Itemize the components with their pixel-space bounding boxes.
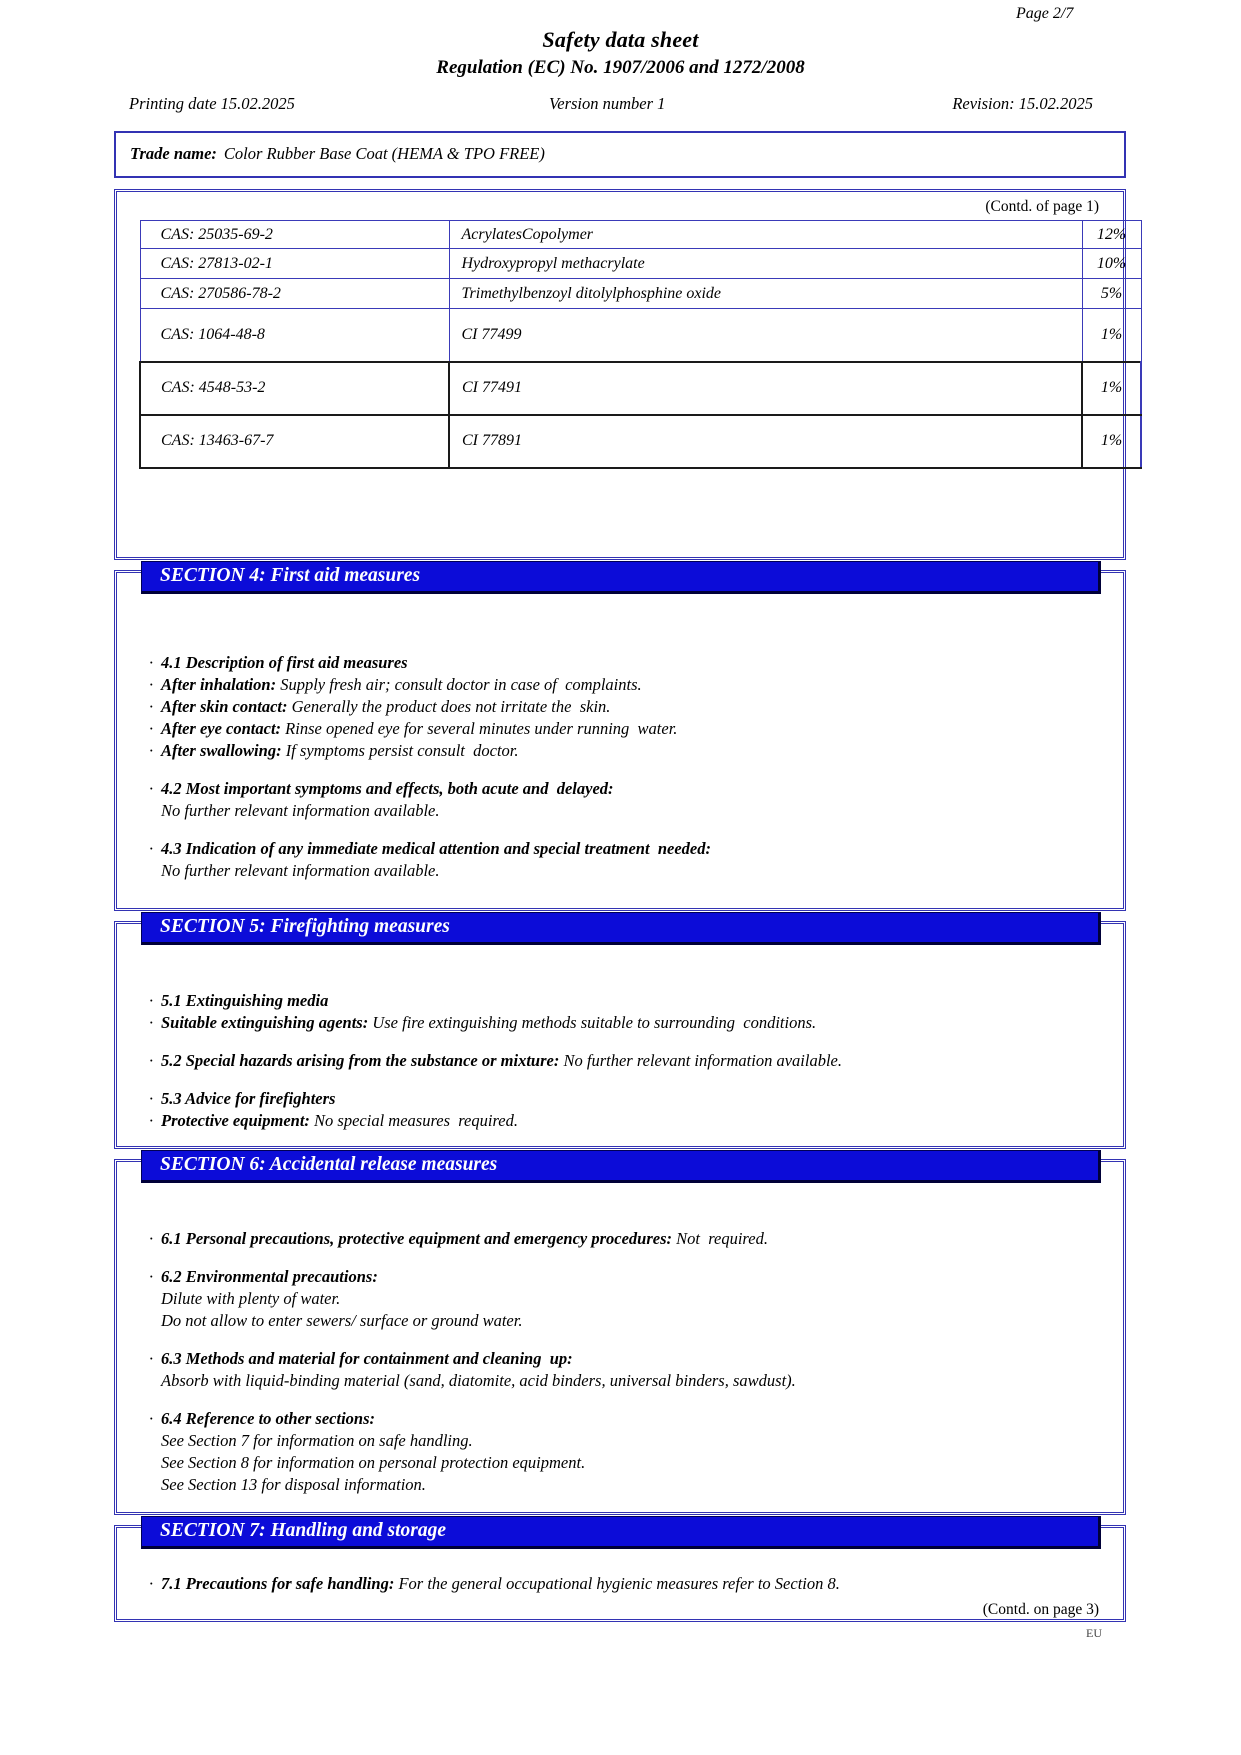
substance-name-cell: CI 77491	[449, 362, 1082, 415]
line-label-bold: Protective equipment:	[161, 1111, 310, 1130]
paragraph-group	[149, 1228, 1083, 1250]
paragraph-group	[149, 1408, 1083, 1496]
text-line	[149, 740, 1083, 762]
line-text: If symptoms persist consult doctor.	[281, 741, 519, 760]
section-box	[114, 1154, 1126, 1515]
line-label-bold: 4.1 Description of first aid measures	[161, 653, 408, 672]
line-text: No further relevant information available.	[161, 861, 440, 880]
text-line	[161, 1370, 1083, 1392]
cas-number-cell: CAS: 13463-67-7	[140, 415, 449, 468]
bullet-dot: ·	[149, 1229, 154, 1248]
text-line	[149, 778, 1083, 800]
paragraph-group	[149, 838, 1083, 882]
ingredient-row	[140, 309, 1141, 362]
text-line	[149, 1408, 1083, 1430]
bullet-dot: ·	[149, 1111, 154, 1130]
line-label-bold: After swallowing:	[161, 741, 282, 760]
trade-name-box	[114, 131, 1126, 178]
percentage-cell: 1%	[1082, 362, 1141, 415]
contd-of-page-note: (Contd. of page 1)	[985, 198, 1099, 215]
text-line	[161, 860, 1083, 882]
bullet-dot: ·	[149, 1051, 154, 1070]
bullet-dot: ·	[149, 697, 154, 716]
ingredient-row	[140, 221, 1141, 249]
paragraph-group	[149, 652, 1083, 762]
text-line	[161, 1310, 1083, 1332]
line-label-bold: 6.2 Environmental precautions:	[161, 1267, 378, 1286]
paragraph-group	[149, 990, 1083, 1034]
line-text: Generally the product does not irritate the skin.	[287, 697, 611, 716]
text-line	[149, 696, 1083, 718]
ingredients-table	[139, 220, 1142, 469]
contd-on-page-note: (Contd. on page 3)	[982, 1601, 1099, 1618]
text-line	[161, 1452, 1083, 1474]
percentage-cell: 10%	[1082, 249, 1141, 279]
line-text: See Section 8 for information on personal protection equipment.	[161, 1453, 586, 1472]
section-body	[117, 1573, 1123, 1601]
line-text: Use fire extinguishing methods suitable to surrounding conditions.	[368, 1013, 817, 1032]
bullet-dot: ·	[149, 719, 154, 738]
trade-name-value: Color Rubber Base Coat (HEMA & TPO FREE)	[223, 144, 545, 163]
paragraph-group	[149, 1266, 1083, 1332]
bullet-dot: ·	[149, 741, 154, 760]
cas-number-cell: CAS: 4548-53-2	[140, 362, 449, 415]
version-number: Version number 1	[549, 94, 666, 113]
line-label-bold: 6.4 Reference to other sections:	[161, 1409, 376, 1428]
text-line	[161, 800, 1083, 822]
text-line	[149, 1012, 1083, 1034]
text-line	[161, 1288, 1083, 1310]
sections-container	[114, 565, 1126, 1622]
line-label-bold: 4.2 Most important symptoms and effects, both acute and delayed:	[161, 779, 614, 798]
line-text: For the general occupational hygienic measures refer to Section 8.	[394, 1574, 840, 1593]
cas-number-cell: CAS: 1064-48-8	[140, 309, 449, 362]
cas-number-cell: CAS: 270586-78-2	[140, 279, 449, 309]
bullet-dot: ·	[149, 653, 154, 672]
paragraph-group	[149, 1088, 1083, 1132]
line-text: Rinse opened eye for several minutes under running water.	[281, 719, 678, 738]
text-line	[149, 1348, 1083, 1370]
section-box	[114, 1520, 1126, 1622]
line-text: No further relevant information available.	[161, 801, 440, 820]
line-label-bold: After skin contact:	[161, 697, 288, 716]
text-line	[149, 838, 1083, 860]
ingredient-row	[140, 415, 1141, 468]
bullet-dot: ·	[149, 675, 154, 694]
cas-number-cell: CAS: 27813-02-1	[140, 249, 449, 279]
document-title: Safety data sheet	[542, 27, 699, 52]
text-line	[149, 990, 1083, 1012]
line-text: See Section 7 for information on safe handling.	[161, 1431, 473, 1450]
bullet-dot: ·	[149, 779, 154, 798]
text-line	[161, 1430, 1083, 1452]
section-header-bar: SECTION 7: Handling and storage	[141, 1516, 1101, 1549]
line-label-bold: After eye contact:	[161, 719, 282, 738]
section-header-bar: SECTION 5: Firefighting measures	[141, 912, 1101, 945]
text-line	[149, 1266, 1083, 1288]
bullet-dot: ·	[149, 1267, 154, 1286]
line-label-bold: 4.3 Indication of any immediate medical attention and special treatment needed:	[161, 839, 711, 858]
paragraph-group	[149, 1573, 1083, 1595]
ingredient-row	[140, 362, 1141, 415]
text-line	[149, 1110, 1083, 1132]
paragraph-group	[149, 778, 1083, 822]
bullet-dot: ·	[149, 1409, 154, 1428]
section-header-bar: SECTION 4: First aid measures	[141, 561, 1101, 594]
substance-name-cell: Hydroxypropyl methacrylate	[449, 249, 1082, 279]
ingredient-row	[140, 249, 1141, 279]
line-text: Supply fresh air; consult doctor in case of complaints.	[276, 675, 642, 694]
printing-date: Printing date 15.02.2025	[129, 94, 295, 113]
substance-name-cell: AcrylatesCopolymer	[449, 221, 1082, 249]
line-text: See Section 13 for disposal information.	[161, 1475, 426, 1494]
percentage-cell: 1%	[1082, 309, 1141, 362]
section-header-bar: SECTION 6: Accidental release measures	[141, 1150, 1101, 1183]
ingredient-row	[140, 279, 1141, 309]
paragraph-group	[149, 1348, 1083, 1392]
line-text: Dilute with plenty of water.	[161, 1289, 341, 1308]
text-line	[149, 1573, 1083, 1595]
line-text: No special measures required.	[309, 1111, 518, 1130]
text-line	[149, 1050, 1083, 1072]
section-body	[117, 652, 1123, 908]
region-label: EU	[1086, 1626, 1102, 1640]
substance-name-cell: CI 77891	[449, 415, 1082, 468]
substance-name-cell: Trimethylbenzoyl ditolylphosphine oxide	[449, 279, 1082, 309]
substance-name-cell: CI 77499	[449, 309, 1082, 362]
line-label-bold: 7.1 Precautions for safe handling:	[161, 1574, 395, 1593]
line-label-bold: 6.1 Personal precautions, protective equipment and emergency procedures:	[161, 1229, 672, 1248]
trade-name-label: Trade name:	[130, 144, 217, 163]
ingredients-box	[114, 189, 1126, 560]
text-line	[149, 674, 1083, 696]
line-text: Do not allow to enter sewers/ surface or ground water.	[161, 1311, 523, 1330]
text-line	[149, 1228, 1083, 1250]
revision-date: Revision: 15.02.2025	[952, 94, 1093, 113]
percentage-cell: 5%	[1082, 279, 1141, 309]
line-label-bold: 6.3 Methods and material for containment and cleaning up:	[161, 1349, 573, 1368]
section-body	[117, 990, 1123, 1146]
text-line	[149, 1088, 1083, 1110]
bullet-dot: ·	[149, 839, 154, 858]
line-label-bold: Suitable extinguishing agents:	[161, 1013, 369, 1032]
line-label-bold: After inhalation:	[161, 675, 277, 694]
line-label-bold: 5.2 Special hazards arising from the substance or mixture:	[161, 1051, 560, 1070]
paragraph-group	[149, 1050, 1083, 1072]
percentage-cell: 1%	[1082, 415, 1141, 468]
text-line	[161, 1474, 1083, 1496]
text-line	[149, 718, 1083, 740]
percentage-cell: 12%	[1082, 221, 1141, 249]
content-column	[114, 0, 1126, 1632]
bullet-dot: ·	[149, 991, 154, 1010]
line-label-bold: 5.3 Advice for firefighters	[161, 1089, 336, 1108]
bullet-dot: ·	[149, 1574, 154, 1593]
section-box	[114, 565, 1126, 911]
document-subtitle: Regulation (EC) No. 1907/2006 and 1272/2008	[436, 57, 805, 78]
line-text: Not required.	[672, 1229, 768, 1248]
bullet-dot: ·	[149, 1013, 154, 1032]
section-box	[114, 916, 1126, 1149]
bullet-dot: ·	[149, 1089, 154, 1108]
line-label-bold: 5.1 Extinguishing media	[161, 991, 329, 1010]
page-number: Page 2/7	[1016, 5, 1074, 22]
bullet-dot: ·	[149, 1349, 154, 1368]
cas-number-cell: CAS: 25035-69-2	[140, 221, 449, 249]
line-text: Absorb with liquid-binding material (sand, diatomite, acid binders, universal binders, sawdust).	[161, 1371, 796, 1390]
text-line	[149, 652, 1083, 674]
line-text: No further relevant information available.	[559, 1051, 842, 1070]
section-body	[117, 1228, 1123, 1512]
